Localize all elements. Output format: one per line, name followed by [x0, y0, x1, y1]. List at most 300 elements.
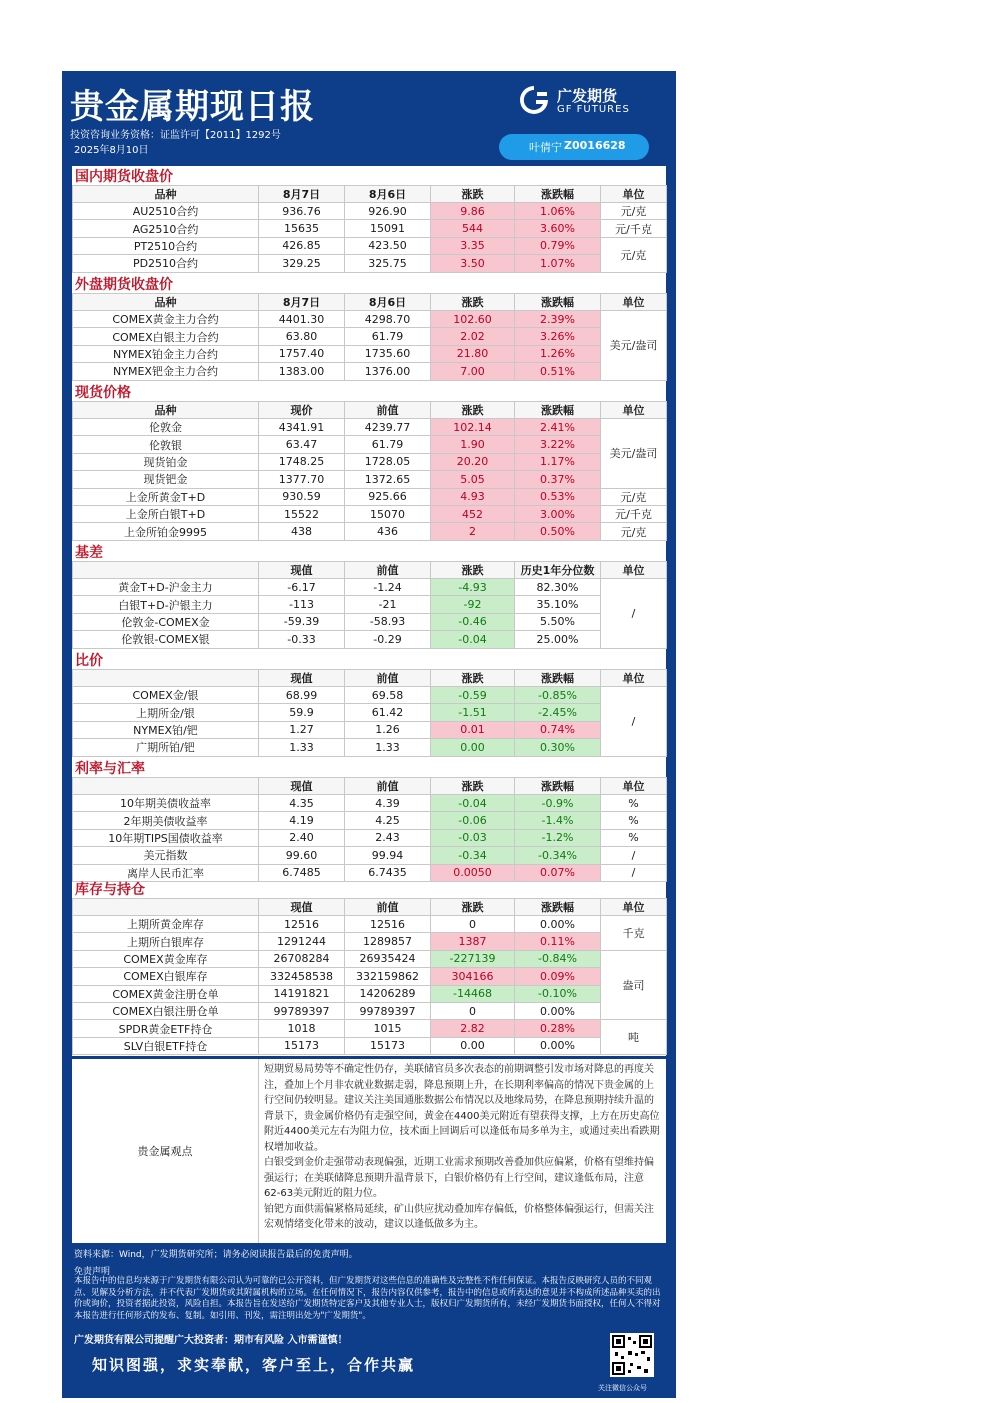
- table-row: [73, 436, 667, 453]
- change-pct: 0.11%: [515, 933, 601, 950]
- column-header: [73, 562, 259, 579]
- previous-value: 1015: [345, 1020, 431, 1037]
- table-row: [73, 255, 667, 272]
- previous-value: 12516: [345, 916, 431, 933]
- column-header: 前值: [345, 778, 431, 795]
- change-pct: 0.51%: [515, 363, 601, 380]
- current-value: 1291244: [259, 933, 345, 950]
- risk-reminder: 广发期货有限公司提醒广大投资者：期市有风险 入市需谨慎！: [74, 1335, 348, 1346]
- unit: 元/克: [601, 488, 667, 505]
- current-value: 15173: [259, 1037, 345, 1054]
- current-value: -59.39: [259, 613, 345, 630]
- column-header: 历史1年分位数: [515, 562, 601, 579]
- table-row: [73, 721, 667, 738]
- unit: 吨: [601, 1020, 667, 1055]
- change-value: 0.00: [431, 1037, 515, 1054]
- source-note: 资料来源：Wind，广发期货研究所；请务必阅读报告最后的免责声明。: [74, 1250, 358, 1260]
- change-value: 0.0050: [431, 864, 515, 881]
- change-pct: -1.2%: [515, 829, 601, 846]
- row-label: 伦敦银-COMEX银: [73, 631, 259, 648]
- unit: 元/千克: [601, 505, 667, 522]
- current-value: 63.80: [259, 328, 345, 345]
- change-pct: -0.9%: [515, 795, 601, 812]
- report-frame: [62, 71, 676, 1398]
- license-text: 投资咨询业务资格：证监许可【2011】1292号: [70, 130, 281, 141]
- current-value: 6.7485: [259, 864, 345, 881]
- row-label: SPDR黄金ETF持仓: [73, 1020, 259, 1037]
- previous-value: 4.39: [345, 795, 431, 812]
- unit: 元/克: [601, 523, 667, 540]
- change-value: 2.02: [431, 328, 515, 345]
- report-date: 2025年8月10日: [74, 145, 149, 156]
- current-value: 1383.00: [259, 363, 345, 380]
- previous-value: 325.75: [345, 255, 431, 272]
- unit: 美元/盎司: [601, 311, 667, 381]
- change-pct: 2.39%: [515, 311, 601, 328]
- row-label: 广期所铂/钯: [73, 739, 259, 756]
- previous-value: 332159862: [345, 968, 431, 985]
- change-value: -0.34: [431, 847, 515, 864]
- table-row: [73, 1037, 667, 1054]
- row-label: PD2510合约: [73, 255, 259, 272]
- previous-value: 1735.60: [345, 345, 431, 362]
- previous-value: 1372.65: [345, 471, 431, 488]
- table-row: [73, 220, 667, 237]
- change-pct: 3.26%: [515, 328, 601, 345]
- column-header: [73, 670, 259, 687]
- previous-value: 99789397: [345, 1002, 431, 1019]
- ratio-table: [72, 669, 667, 757]
- current-value: 1018: [259, 1020, 345, 1037]
- change-pct: -0.85%: [515, 687, 601, 704]
- change-value: -1.51: [431, 704, 515, 721]
- change-value: 20.20: [431, 453, 515, 470]
- previous-value: 926.90: [345, 203, 431, 220]
- column-header: 现价: [259, 402, 345, 419]
- current-value: 15522: [259, 505, 345, 522]
- change-value: 544: [431, 220, 515, 237]
- column-header: 前值: [345, 899, 431, 916]
- row-label: 上期所黄金库存: [73, 916, 259, 933]
- table-row: [73, 1002, 667, 1019]
- previous-value: 2.43: [345, 829, 431, 846]
- previous-value: 61.79: [345, 436, 431, 453]
- previous-value: 4.25: [345, 812, 431, 829]
- row-label: 伦敦银: [73, 436, 259, 453]
- change-value: 0: [431, 916, 515, 933]
- table-row: [73, 1020, 667, 1037]
- logo-english: GF FUTURES: [557, 104, 630, 115]
- change-value: 9.86: [431, 203, 515, 220]
- row-label: 上期所金/银: [73, 704, 259, 721]
- column-header: 品种: [73, 294, 259, 311]
- previous-value: 1728.05: [345, 453, 431, 470]
- row-label: 上金所白银T+D: [73, 505, 259, 522]
- row-label: COMEX金/银: [73, 687, 259, 704]
- table-row: [73, 453, 667, 470]
- row-label: 离岸人民币汇率: [73, 864, 259, 881]
- section-title-foreign: 外盘期货收盘价: [75, 277, 173, 293]
- column-header: 8月7日: [259, 186, 345, 203]
- previous-value: 925.66: [345, 488, 431, 505]
- table-row: [73, 985, 667, 1002]
- table-row: [73, 950, 667, 967]
- basis-table: [72, 561, 667, 649]
- column-header: 涨跌幅: [515, 402, 601, 419]
- table-header-row: [73, 562, 667, 579]
- view-section: [72, 1059, 666, 1243]
- change-pct: 0.74%: [515, 721, 601, 738]
- data-panel: [72, 166, 666, 1056]
- column-header: 前值: [345, 402, 431, 419]
- row-label: 白银T+D-沪银主力: [73, 596, 259, 613]
- column-header: 品种: [73, 186, 259, 203]
- column-header: 单位: [601, 402, 667, 419]
- change-pct: 3.00%: [515, 505, 601, 522]
- percentile-value: 25.00%: [515, 631, 601, 648]
- change-value: -4.93: [431, 579, 515, 596]
- table-row: [73, 739, 667, 756]
- current-value: 1748.25: [259, 453, 345, 470]
- table-row: [73, 471, 667, 488]
- unit: 元/克: [601, 237, 667, 272]
- company-slogan: 知识图强，求实奉献，客户至上，合作共赢: [92, 1356, 416, 1374]
- column-header: 现值: [259, 778, 345, 795]
- disclaimer-title: 免责声明: [74, 1267, 111, 1277]
- unit: %: [601, 795, 667, 812]
- row-label: NYMEX铂金主力合约: [73, 345, 259, 362]
- section-title-ratio: 比价: [75, 653, 103, 669]
- column-header: 单位: [601, 778, 667, 795]
- row-label: 伦敦金-COMEX金: [73, 613, 259, 630]
- previous-value: 1.33: [345, 739, 431, 756]
- current-value: 59.9: [259, 704, 345, 721]
- column-header: 8月6日: [345, 294, 431, 311]
- current-value: 2.40: [259, 829, 345, 846]
- current-value: 426.85: [259, 237, 345, 254]
- column-header: 涨跌: [431, 899, 515, 916]
- unit: 元/克: [601, 203, 667, 220]
- row-label: 2年期美债收益率: [73, 812, 259, 829]
- previous-value: 436: [345, 523, 431, 540]
- current-value: 12516: [259, 916, 345, 933]
- row-label: COMEX黄金主力合约: [73, 311, 259, 328]
- row-label: AU2510合约: [73, 203, 259, 220]
- previous-value: 4298.70: [345, 311, 431, 328]
- previous-value: 14206289: [345, 985, 431, 1002]
- percentile-value: 35.10%: [515, 596, 601, 613]
- table-row: [73, 596, 667, 613]
- analyst-id: Z0016628: [564, 139, 626, 152]
- column-header: 涨跌幅: [515, 670, 601, 687]
- previous-value: 15091: [345, 220, 431, 237]
- row-label: 伦敦金: [73, 419, 259, 436]
- column-header: 涨跌幅: [515, 294, 601, 311]
- table-header-row: [73, 899, 667, 916]
- change-pct: 3.60%: [515, 220, 601, 237]
- unit: 元/千克: [601, 220, 667, 237]
- change-value: 2.82: [431, 1020, 515, 1037]
- change-pct: 0.53%: [515, 488, 601, 505]
- current-value: 329.25: [259, 255, 345, 272]
- current-value: 99.60: [259, 847, 345, 864]
- view-label: 贵金属观点: [72, 1059, 259, 1243]
- column-header: 单位: [601, 294, 667, 311]
- row-label: NYMEX钯金主力合约: [73, 363, 259, 380]
- row-label: 上金所铂金9995: [73, 523, 259, 540]
- current-value: 68.99: [259, 687, 345, 704]
- previous-value: 1289857: [345, 933, 431, 950]
- row-label: 10年期TIPS国债收益率: [73, 829, 259, 846]
- current-value: 4.19: [259, 812, 345, 829]
- column-header: 涨跌: [431, 402, 515, 419]
- previous-value: 69.58: [345, 687, 431, 704]
- table-header-row: [73, 670, 667, 687]
- row-label: COMEX白银主力合约: [73, 328, 259, 345]
- row-label: 10年期美债收益率: [73, 795, 259, 812]
- table-row: [73, 523, 667, 540]
- inventory-table: [72, 898, 667, 1055]
- table-row: [73, 829, 667, 846]
- table-row: [73, 933, 667, 950]
- change-value: 0.01: [431, 721, 515, 738]
- table-row: [73, 795, 667, 812]
- current-value: 4401.30: [259, 311, 345, 328]
- change-value: 2: [431, 523, 515, 540]
- table-header-row: [73, 778, 667, 795]
- row-label: COMEX黄金注册仓单: [73, 985, 259, 1002]
- section-title-basis: 基差: [75, 545, 103, 561]
- previous-value: 1.26: [345, 721, 431, 738]
- unit: /: [601, 687, 667, 757]
- row-label: COMEX黄金库存: [73, 950, 259, 967]
- change-pct: -0.10%: [515, 985, 601, 1002]
- change-pct: 1.26%: [515, 345, 601, 362]
- change-value: 21.80: [431, 345, 515, 362]
- change-pct: -2.45%: [515, 704, 601, 721]
- table-row: [73, 812, 667, 829]
- column-header: 涨跌: [431, 562, 515, 579]
- change-pct: -0.84%: [515, 950, 601, 967]
- change-value: -0.03: [431, 829, 515, 846]
- change-value: -227139: [431, 950, 515, 967]
- unit: /: [601, 864, 667, 881]
- column-header: [73, 899, 259, 916]
- table-row: [73, 345, 667, 362]
- change-value: 7.00: [431, 363, 515, 380]
- change-value: -0.04: [431, 631, 515, 648]
- column-header: 单位: [601, 670, 667, 687]
- analyst-badge: [499, 134, 649, 160]
- table-row: [73, 419, 667, 436]
- change-value: 102.14: [431, 419, 515, 436]
- column-header: 涨跌: [431, 186, 515, 203]
- table-row: [73, 847, 667, 864]
- change-value: 1.90: [431, 436, 515, 453]
- row-label: 上金所黄金T+D: [73, 488, 259, 505]
- change-value: 4.93: [431, 488, 515, 505]
- previous-value: 61.79: [345, 328, 431, 345]
- row-label: COMEX白银注册仓单: [73, 1002, 259, 1019]
- qr-caption: 关注微信公众号: [598, 1384, 647, 1392]
- previous-value: -58.93: [345, 613, 431, 630]
- change-value: -0.06: [431, 812, 515, 829]
- current-value: 930.59: [259, 488, 345, 505]
- report-title: 贵金属期现日报: [70, 87, 315, 127]
- current-value: 15635: [259, 220, 345, 237]
- column-header: 现值: [259, 562, 345, 579]
- column-header: 单位: [601, 899, 667, 916]
- change-pct: -0.34%: [515, 847, 601, 864]
- change-value: 0: [431, 1002, 515, 1019]
- row-label: 美元指数: [73, 847, 259, 864]
- disclaimer-text: 本报告中的信息均来源于广发期货有限公司认为可靠的已公开资料，但广发期货对这些信息的准确性及完整性不作任何保证。本报告反映研究人员的不同观点、见解及分析方法，并不代表广发期货或其附属机构的立场。在任何情况下，报告内容仅供参考，报告中的信息或所表达的意见并不构成所述品种买卖的出价或询价，投资者据此投资，风险自担。本报告旨在发送给广发期货特定客户及其他专业人士，版权归广发期货所有，未经广发期货书面授权，任何人不得对本报告进行任何形式的发布、复制。如引用、刊发，需注明出处为"广发期货"。: [74, 1276, 661, 1321]
- column-header: 单位: [601, 562, 667, 579]
- gf-logo-icon: [517, 83, 551, 117]
- change-value: -14468: [431, 985, 515, 1002]
- table-row: [73, 613, 667, 630]
- change-value: 3.35: [431, 237, 515, 254]
- column-header: 涨跌幅: [515, 186, 601, 203]
- column-header: 前值: [345, 562, 431, 579]
- column-header: [73, 778, 259, 795]
- change-pct: 1.07%: [515, 255, 601, 272]
- previous-value: 26935424: [345, 950, 431, 967]
- percentile-value: 82.30%: [515, 579, 601, 596]
- change-pct: 0.37%: [515, 471, 601, 488]
- column-header: 涨跌: [431, 778, 515, 795]
- table-row: [73, 488, 667, 505]
- view-paragraph: 短期贸易局势等不确定性仍存，美联储官员多次表态的前期调整引发市场对降息的再度关注，叠加上个月非农就业数据走弱，降息预期上升，在长期利率偏高的情况下贵金属的上行空间仍较明显。建议关注美国通胀数据公布情况以及地缘局势，在降息预期持续升温的背景下，贵金属价格仍有走强空间，黄金在4400美元附近有望获得支撑，上方在历史高位附近4400美元左右为阻力位，技术面上回调后可以逢低布局多单为主，或通过卖出看跌期权增加收益。: [264, 1064, 660, 1153]
- unit: 千克: [601, 916, 667, 951]
- unit: /: [601, 579, 667, 649]
- change-value: -0.59: [431, 687, 515, 704]
- current-value: 63.47: [259, 436, 345, 453]
- current-value: -6.17: [259, 579, 345, 596]
- change-pct: 0.09%: [515, 968, 601, 985]
- change-pct: 0.50%: [515, 523, 601, 540]
- spot-table: [72, 401, 667, 541]
- change-value: 3.50: [431, 255, 515, 272]
- view-text: [264, 1062, 660, 1233]
- table-header-row: [73, 402, 667, 419]
- change-pct: 0.30%: [515, 739, 601, 756]
- foreign-table: [72, 293, 667, 381]
- current-value: 1377.70: [259, 471, 345, 488]
- change-value: 102.60: [431, 311, 515, 328]
- column-header: 涨跌幅: [515, 899, 601, 916]
- change-value: -92: [431, 596, 515, 613]
- table-row: [73, 631, 667, 648]
- rates-table: [72, 777, 667, 882]
- change-pct: -1.4%: [515, 812, 601, 829]
- previous-value: -1.24: [345, 579, 431, 596]
- column-header: 8月6日: [345, 186, 431, 203]
- column-header: 现值: [259, 899, 345, 916]
- row-label: NYMEX铂/钯: [73, 721, 259, 738]
- current-value: -113: [259, 596, 345, 613]
- change-value: 304166: [431, 968, 515, 985]
- current-value: 4.35: [259, 795, 345, 812]
- percentile-value: 5.50%: [515, 613, 601, 630]
- column-header: 涨跌: [431, 670, 515, 687]
- column-header: 单位: [601, 186, 667, 203]
- change-pct: 0.00%: [515, 1037, 601, 1054]
- current-value: 1.33: [259, 739, 345, 756]
- previous-value: 15173: [345, 1037, 431, 1054]
- current-value: -0.33: [259, 631, 345, 648]
- row-label: 现货铂金: [73, 453, 259, 470]
- table-row: [73, 311, 667, 328]
- current-value: 4341.91: [259, 419, 345, 436]
- current-value: 26708284: [259, 950, 345, 967]
- previous-value: 1376.00: [345, 363, 431, 380]
- section-title-spot: 现货价格: [75, 385, 131, 401]
- table-row: [73, 704, 667, 721]
- previous-value: 4239.77: [345, 419, 431, 436]
- analyst-name: 叶倩宁: [529, 141, 562, 154]
- change-pct: 1.06%: [515, 203, 601, 220]
- change-value: -0.04: [431, 795, 515, 812]
- previous-value: 15070: [345, 505, 431, 522]
- row-label: PT2510合约: [73, 237, 259, 254]
- section-title-rates: 利率与汇率: [75, 761, 145, 777]
- previous-value: 61.42: [345, 704, 431, 721]
- current-value: 14191821: [259, 985, 345, 1002]
- change-value: 0.00: [431, 739, 515, 756]
- domestic-table: [72, 185, 667, 273]
- view-paragraph: 铂钯方面供需偏紧格局延续，矿山供应扰动叠加库存偏低，价格整体偏强运行，但需关注宏观情绪变化带来的波动，建议以逢低做多为主。: [264, 1203, 654, 1230]
- row-label: 上期所白银库存: [73, 933, 259, 950]
- section-title-domestic: 国内期货收盘价: [75, 169, 173, 185]
- current-value: 99789397: [259, 1002, 345, 1019]
- change-pct: 1.17%: [515, 453, 601, 470]
- current-value: 1.27: [259, 721, 345, 738]
- change-pct: 0.79%: [515, 237, 601, 254]
- change-pct: 2.41%: [515, 419, 601, 436]
- unit: 美元/盎司: [601, 419, 667, 489]
- view-paragraph: 白银受到金价走强带动表现偏强，近期工业需求预期改善叠加供应偏紧，价格有望维持偏强运行；在美联储降息预期升温背景下，白银价格仍有上行空间，建议逢低布局，注意62-63美元附近的阻力位。: [264, 1157, 654, 1199]
- change-value: -0.46: [431, 613, 515, 630]
- column-header: 涨跌: [431, 294, 515, 311]
- table-header-row: [73, 186, 667, 203]
- change-pct: 0.00%: [515, 916, 601, 933]
- section-title-inventory: 库存与持仓: [75, 882, 145, 898]
- row-label: 现货钯金: [73, 471, 259, 488]
- table-row: [73, 203, 667, 220]
- column-header: 现值: [259, 670, 345, 687]
- unit: %: [601, 812, 667, 829]
- unit: %: [601, 829, 667, 846]
- column-header: 8月7日: [259, 294, 345, 311]
- change-pct: 0.07%: [515, 864, 601, 881]
- row-label: SLV白银ETF持仓: [73, 1037, 259, 1054]
- table-row: [73, 328, 667, 345]
- change-pct: 0.28%: [515, 1020, 601, 1037]
- table-row: [73, 968, 667, 985]
- column-header: 品种: [73, 402, 259, 419]
- current-value: 1757.40: [259, 345, 345, 362]
- change-value: 1387: [431, 933, 515, 950]
- table-row: [73, 579, 667, 596]
- table-row: [73, 687, 667, 704]
- previous-value: -21: [345, 596, 431, 613]
- current-value: 332458538: [259, 968, 345, 985]
- previous-value: 423.50: [345, 237, 431, 254]
- previous-value: 99.94: [345, 847, 431, 864]
- previous-value: -0.29: [345, 631, 431, 648]
- qr-code-icon: [610, 1333, 654, 1377]
